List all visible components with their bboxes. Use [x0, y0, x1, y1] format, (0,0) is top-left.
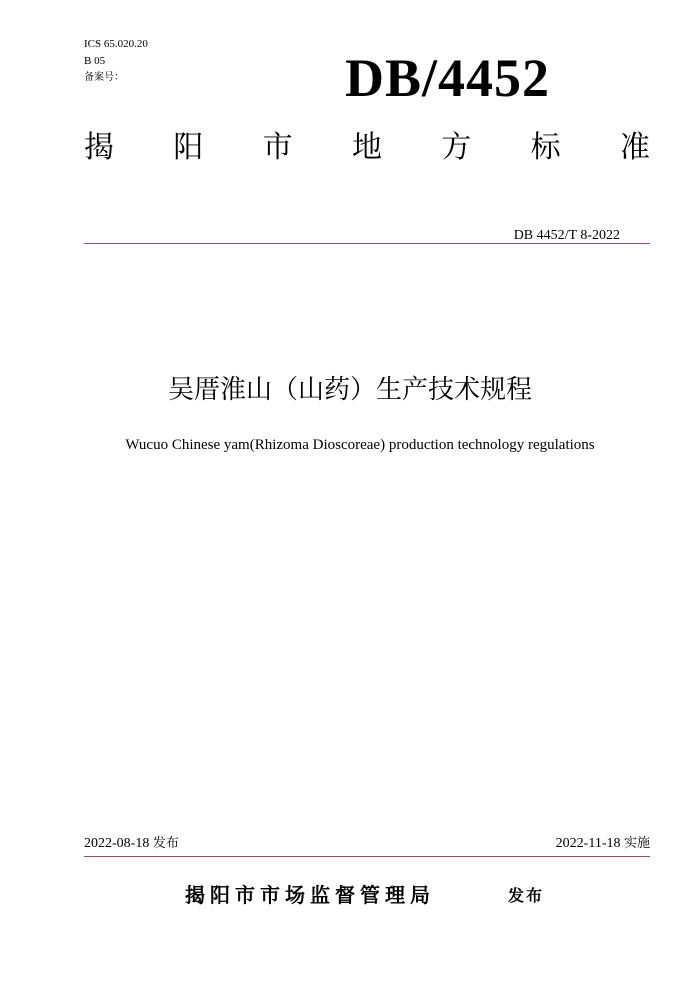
implement-label: 实施: [623, 836, 650, 851]
issue-date: 2022-08-18: [84, 836, 150, 851]
top-divider: [84, 243, 650, 244]
standard-type-char: 阳: [173, 130, 204, 165]
standard-type-char: 揭: [84, 130, 114, 165]
standard-type: [84, 128, 650, 168]
standard-type-char: 标: [530, 130, 561, 165]
ccs-code: B 05: [84, 55, 106, 67]
implement-date-line: [556, 835, 650, 853]
implement-date: 2022-11-18: [555, 836, 621, 851]
standard-type-char: 方: [441, 130, 472, 165]
issue-label: 发布: [152, 836, 179, 851]
standard-type-char: 市: [262, 130, 293, 165]
record-number-label: 备案号：: [84, 72, 124, 83]
title-english: Wucuo Chinese yam(Rhizoma Dioscoreae) production technology regulations: [125, 437, 595, 453]
standard-number: DB 4452/T 8-2022: [513, 228, 620, 243]
standard-code: DB/4452: [345, 48, 551, 108]
issuer-suffix: 发布: [508, 886, 545, 905]
title-chinese: 吴厝淮山（山药）生产技术规程: [167, 375, 532, 405]
issue-date-line: [84, 835, 179, 853]
issuer-name: 揭阳市市场监督管理局: [185, 883, 435, 907]
bottom-divider: [84, 856, 650, 857]
standard-type-char: 准: [619, 130, 650, 165]
ics-code: ICS 65.020.20: [84, 38, 148, 50]
standard-type-char: 地: [351, 130, 382, 165]
